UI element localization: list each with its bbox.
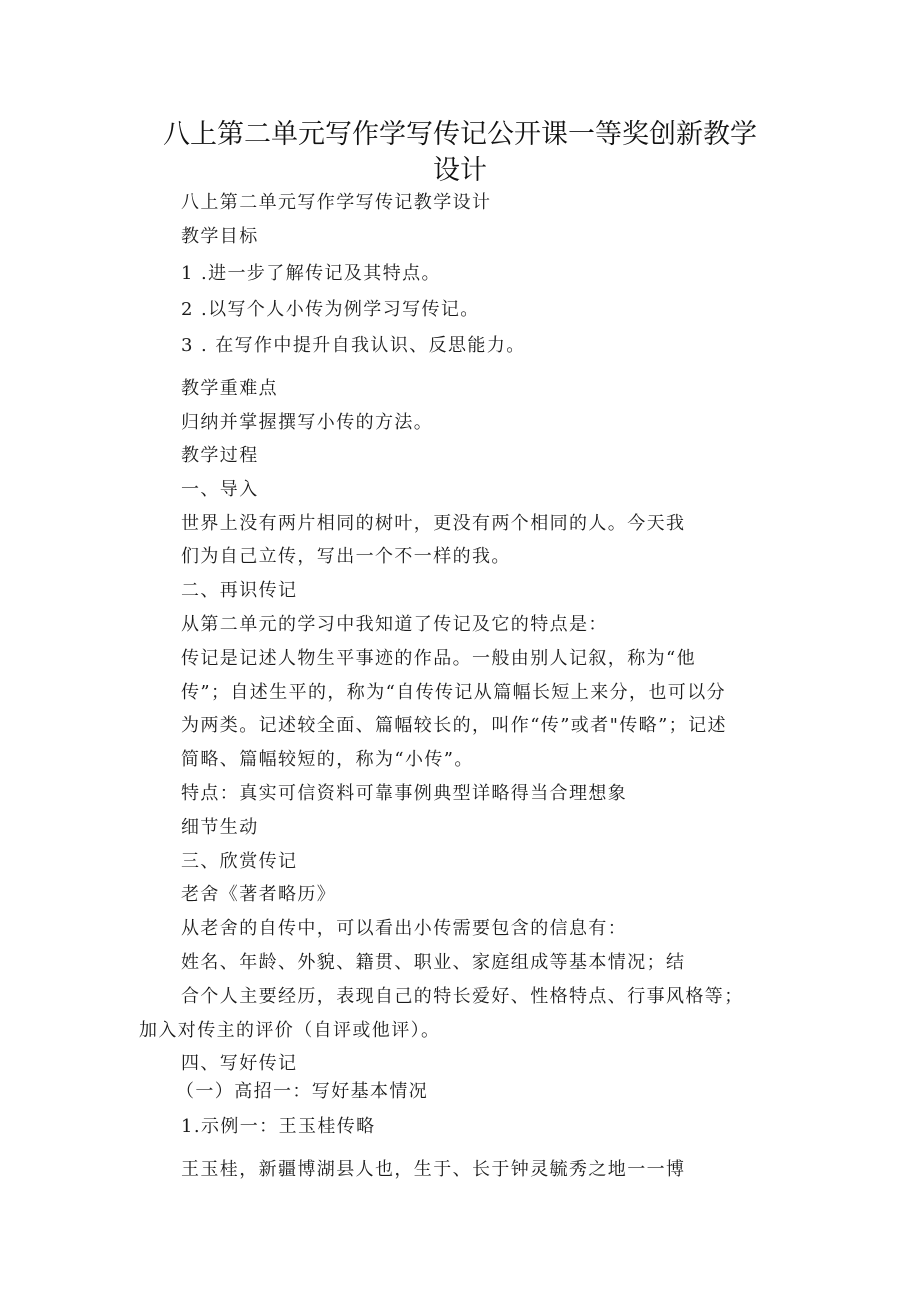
goals-heading: 教学目标 [181, 226, 259, 247]
section-2-line-2: 传记是记述人物生平事迹的作品。一般由别人记叙，称为“他 [181, 648, 696, 669]
section-2-line-4: 为两类。记述较全面、篇幅较长的，叫作“传”或者"传略”；记述 [181, 715, 727, 736]
section-2-line-6: 特点：真实可信资料可靠事例典型详略得当合理想象 [181, 783, 628, 804]
process-heading: 教学过程 [181, 445, 259, 466]
section-4-example-text: 王玉桂，新疆博湖县人也，生于、长于钟灵毓秀之地一一博 [181, 1159, 686, 1180]
document-title-line-1: 八上第二单元写作学写传记公开课一等奖创新教学 [163, 119, 757, 150]
goal-item-2: 2 .以写个人小传为例学习写传记。 [181, 299, 480, 320]
section-4-heading: 四、写好传记 [181, 1053, 298, 1074]
section-4-subheading: （一）高招一：写好基本情况 [176, 1081, 429, 1102]
document-title-line-2: 设计 [433, 155, 487, 186]
key-points-text: 归纳并掌握撰写小传的方法。 [181, 412, 434, 433]
section-3-line-5: 加入对传主的评价（自评或他评）。 [139, 1020, 441, 1041]
section-1-paragraph-line-2: 们为自己立传，写出一个不一样的我。 [181, 546, 511, 567]
section-2-line-7: 细节生动 [181, 817, 259, 838]
section-3-heading: 三、欣赏传记 [181, 851, 298, 872]
section-3-line-2: 从老舍的自传中，可以看出小传需要包含的信息有： [181, 918, 628, 939]
subtitle: 八上第二单元写作学写传记教学设计 [181, 192, 492, 213]
key-points-heading: 教学重难点 [181, 378, 278, 399]
section-2-line-3: 传”；自述生平的，称为“自传传记从篇幅长短上来分，也可以分 [181, 682, 727, 703]
section-3-line-1: 老舍《著者略历》 [181, 884, 337, 905]
section-2-line-1: 从第二单元的学习中我知道了传记及它的特点是： [181, 614, 608, 635]
section-1-heading: 一、导入 [181, 479, 259, 500]
goal-item-1: 1 .进一步了解传记及其特点。 [181, 263, 441, 284]
section-2-heading: 二、再识传记 [181, 580, 298, 601]
section-2-line-5: 简略、篇幅较短的，称为“小传”。 [181, 749, 474, 770]
goal-item-3: 3 . 在写作中提升自我认识、反思能力。 [181, 335, 526, 356]
section-4-example-title: 1.示例一：王玉桂传略 [181, 1116, 376, 1137]
section-3-line-3: 姓名、年龄、外貌、籍贯、职业、家庭组成等基本情况；结 [181, 952, 686, 973]
section-3-line-4: 合个人主要经历，表现自己的特长爱好、性格特点、行事风格等； [181, 986, 744, 1007]
section-1-paragraph-line-1: 世界上没有两片相同的树叶，更没有两个相同的人。今天我 [181, 513, 686, 534]
